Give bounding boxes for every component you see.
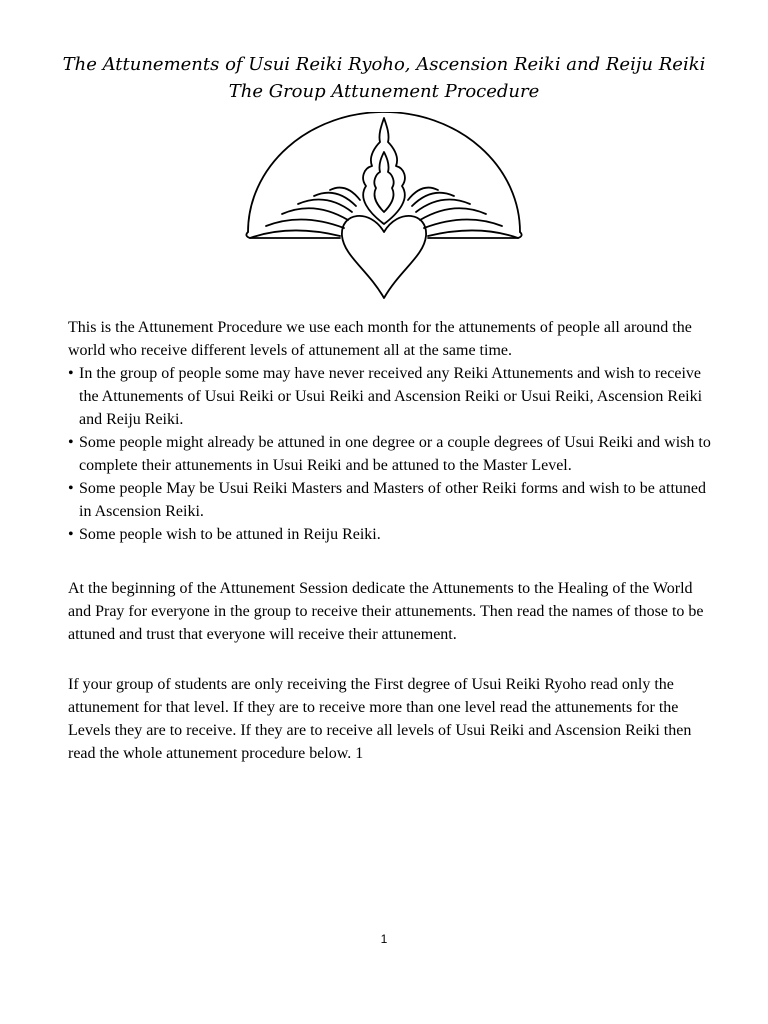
bullet-icon: • xyxy=(68,365,74,382)
dedication-paragraph: At the beginning of the Attunement Session dedicate the Attunements to the Healing of the World and Pray for everyone in the group to receive their attunements. Then read the names of those to be attuned and trust that everyone will receive their attunement. xyxy=(68,580,704,643)
bullet-icon: • xyxy=(68,480,74,497)
heart-flame-emblem-icon xyxy=(240,112,528,300)
list-item xyxy=(68,362,718,431)
page-number: 1 xyxy=(380,932,388,946)
bullet-icon: • xyxy=(68,526,74,543)
intro-paragraph: This is the Attunement Procedure we use each month for the attunements of people all around the world who receive different levels of attunement all at the same time. xyxy=(68,319,692,359)
list-item-text: Some people wish to be attuned in Reiju Reiki. xyxy=(79,526,381,543)
bullet-list xyxy=(68,362,718,546)
levels-paragraph: If your group of students are only receiving the First degree of Usui Reiki Ryoho read only the attunement for that level. If they are to receive more than one level read the attunements for the Levels they are to receive. If they are to receive all levels of Usui Reiki and Ascension Reiki then read the whole attunement procedure below. 1 xyxy=(68,676,692,762)
emblem-heart xyxy=(342,216,426,298)
document-subtitle: The Group Attunement Procedure xyxy=(228,81,540,102)
list-item xyxy=(68,477,718,523)
document-title: The Attunements of Usui Reiki Ryoho, Ascension Reiki and Reiju Reiki xyxy=(62,54,706,75)
list-item-text: Some people May be Usui Reiki Masters and Masters of other Reiki forms and wish to be attuned in Ascension Reiki. xyxy=(79,480,706,520)
list-item-text: Some people might already be attuned in one degree or a couple degrees of Usui Reiki and wish to complete their attunements in Usui Reiki and be attuned to the Master Level. xyxy=(79,434,711,474)
list-item xyxy=(68,431,718,477)
emblem-dome xyxy=(248,112,520,232)
bullet-icon: • xyxy=(68,434,74,451)
list-item-text: In the group of people some may have never received any Reiki Attunements and wish to receive the Attunements of Usui Reiki or Usui Reiki and Ascension Reiki or Usui Reiki, Ascension Reiki and Reiju Reiki. xyxy=(79,365,703,428)
emblem-flame xyxy=(363,118,405,224)
list-item xyxy=(68,523,718,546)
